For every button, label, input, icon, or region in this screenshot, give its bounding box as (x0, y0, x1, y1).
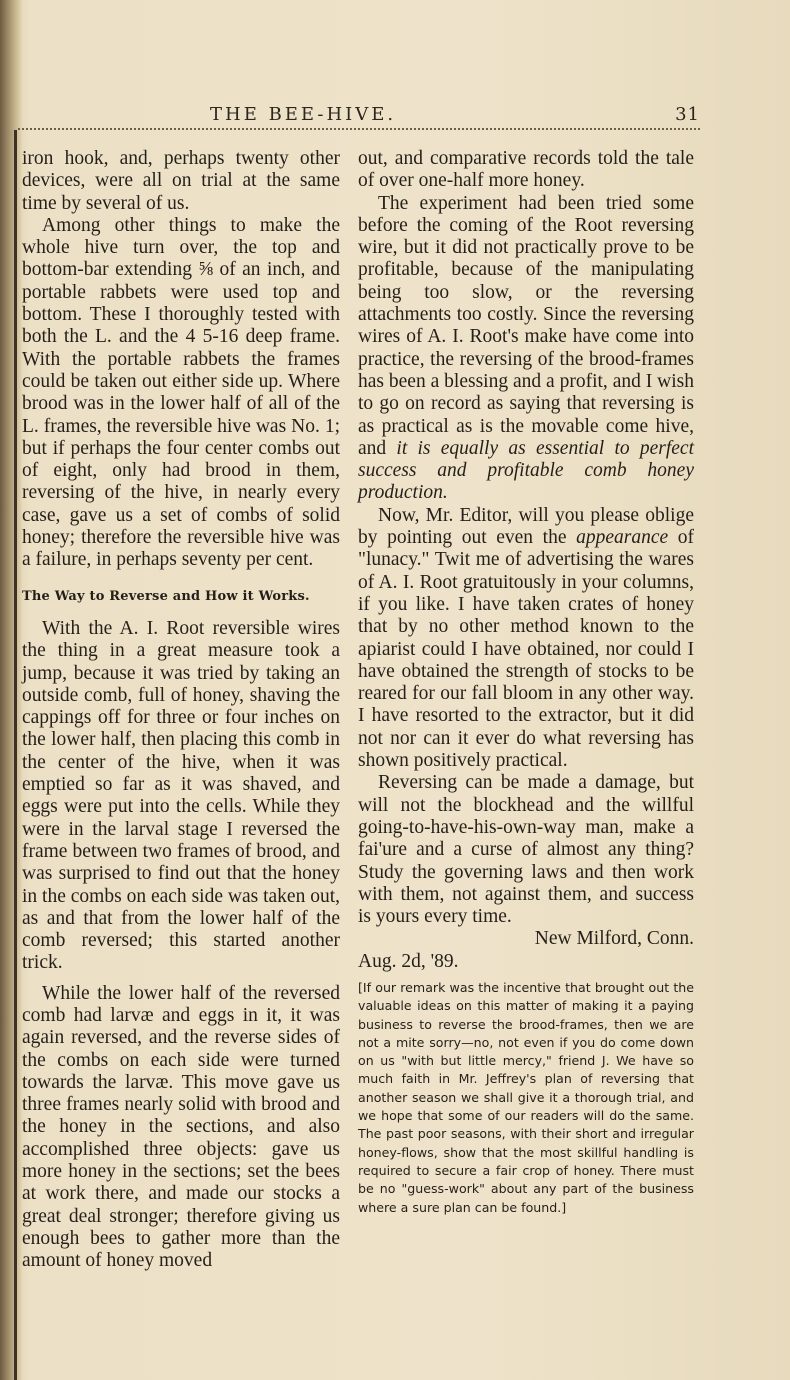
right-paragraph-3-text-a: Now, Mr. Editor, will you please oblige by pointing out even the (358, 504, 694, 549)
left-paragraph-4: While the lower half of the reversed comb had larvæ and eggs in it, it was again reversed, and the reverse sides of the combs on each side were turned towards the larvæ. This move gave us three frames nearly solid with brood and the honey in the sections, and also accomplished three objects: gave us more honey in the sections; set the bees at work there, and made our stocks a great deal stronger; therefore giving us enough bees to gather more than the amount of honey moved (22, 982, 340, 1272)
left-column (22, 148, 340, 1273)
right-paragraph-3-text-b: of "lunacy." Twit me of advertising the wares of A. I. Root gratuitously in your columns, if you like. I have taken crates of honey that by no other method known to the apiarist could I have obtained, nor could I have obtained the strength of stocks to be reared for our fall bloom in any other way. I have resorted to the extractor, but it did not nor can it ever do what reversing has shown positively practical. (358, 527, 694, 772)
gutter-shadow-line (14, 130, 17, 1380)
left-paragraph-2: Among other things to make the whole hive turn over, the top and bottom-bar extending ⅝ of an inch, and portable rabbets were used top and bottom. These I thoroughly tested with both the L. and the 4 5-16 deep frame. With the portable rabbets the frames could be taken out either side up. Where brood was in the lower half of all of the L. frames, the reversible hive was No. 1; but if perhaps the four center combs out of eight, only had brood in them, reversing of the hive, in nearly every case, gave us a set of combs of solid honey; therefore the reversible hive was a failure, in perhaps seventy per cent. (22, 214, 340, 571)
page-number: 31 (675, 104, 700, 125)
right-paragraph-4: Reversing can be made a damage, but will not the blockhead and the willful going-to-have-his-own-way man, make a fai'ure and a curse of almost any thing? Study the governing laws and then work with them, not against them, and success is yours every time. (358, 772, 694, 928)
right-column (358, 148, 694, 1217)
editor-note: [If our remark was the incentive that brought out the valuable ideas on this matter of making it a paying business to reverse the brood-frames, then we are not a mite sorry—no, not even if you do come down on us "with but little mercy," friend J. We have so much faith in Mr. Jeffrey's plan of reversing that another season we shall give it a thorough trial, and we hope that some of our readers will do the same. The past poor seasons, with their short and irregular honey-flows, show that the most skillful handling is required to secure a fair crop of honey. There must be no "guess-work" about any part of the business where a sure plan can be found.] (358, 979, 694, 1215)
running-header (210, 104, 700, 128)
right-paragraph-3-italic: appearance (576, 527, 669, 549)
left-paragraph-3: With the A. I. Root reversible wires the thing in a great measure took a jump, because it was tried by taking an outside comb, full of honey, shaving the cappings off for three or four inches on the lower half, then placing this comb in the center of the hive, when it was emptied so far as it was shaved, and eggs were put into the cells. While they were in the larval stage I reversed the frame between two frames of brood, and was surprised to find out that the honey in the combs on each side was taken out, as and that from the lower half of the comb reversed; this started another trick. (22, 617, 340, 974)
section-subheading: The Way to Reverse and How it Works. (22, 588, 310, 604)
header-title: THE BEE-HIVE. (210, 104, 397, 125)
right-paragraph-2-italic: it is equally as essential to perfect success and profitable comb honey production. (358, 437, 695, 504)
author-location: New Milford, Conn. (534, 928, 694, 950)
book-gutter (0, 0, 22, 1380)
header-rule (18, 128, 700, 138)
right-paragraph-2 (358, 193, 694, 505)
right-paragraph-2-text: The experiment had been tried some before the coming of the Root reversing wire, but it did not practically prove to be profitable, because of the manipulating being too slow, or the reversing attachments too costly. Since the reversing wires of A. I. Root's make have come into practice, the reversing of the brood-frames has been a blessing and a profit, and I wish to go on record as saying that reversing is as practical as is the movable come hive, and (358, 192, 694, 459)
right-paragraph-1: out, and comparative records told the tale of over one-half more honey. (358, 148, 694, 192)
right-paragraph-3 (358, 505, 694, 773)
article-date: Aug. 2d, '89. (358, 950, 459, 972)
left-paragraph-1: iron hook, and, perhaps twenty other devices, were all on trial at the same time by several of us. (22, 148, 340, 214)
